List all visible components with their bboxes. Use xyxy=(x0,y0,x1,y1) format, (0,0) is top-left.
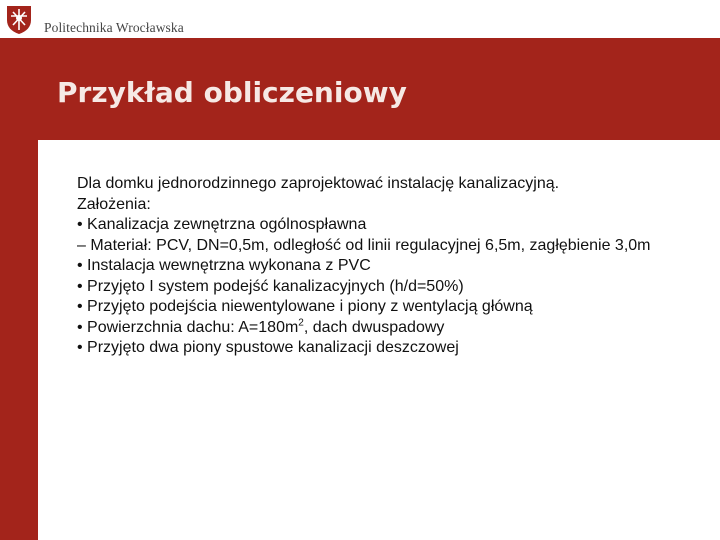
left-accent-bar xyxy=(0,0,38,540)
slide-content xyxy=(77,174,677,359)
intro-text: Dla domku jednorodzinnego zaprojektować instalację kanalizacyjną. xyxy=(77,175,560,192)
bullet-item-roof-area xyxy=(77,318,677,339)
title-band xyxy=(38,38,720,140)
bullet-item: • Przyjęto podejścia niewentylowane i piony z wentylacją główną xyxy=(77,298,533,315)
bullet-item: • Przyjęto dwa piony spustowe kanalizacji deszczowej xyxy=(77,339,459,356)
roof-area-prefix: • Powierzchnia dachu: A=180m xyxy=(77,318,299,336)
assumptions-heading: Założenia: xyxy=(77,195,151,213)
roof-area-suffix: , dach dwuspadowy xyxy=(303,318,445,336)
bullet-item: • Kanalizacja zewnętrzna ogólnospławna xyxy=(77,216,367,233)
university-crest-icon xyxy=(4,3,34,35)
bullet-subitem: – Materiał: PCV, DN=0,5m, odległość od linii regulacyjnej 6,5m, zagłębienie 3,0m xyxy=(77,236,651,254)
slide-title: Przykład obliczeniowy xyxy=(57,76,407,109)
bullet-item: • Instalacja wewnętrzna wykonana z PVC xyxy=(77,257,371,274)
logo xyxy=(0,0,38,38)
bullet-item: • Przyjęto I system podejść kanalizacyjnych (h/d=50%) xyxy=(77,277,464,295)
university-name: Politechnika Wrocławska xyxy=(44,20,184,35)
roof-area-superscript: 2 xyxy=(298,317,304,329)
